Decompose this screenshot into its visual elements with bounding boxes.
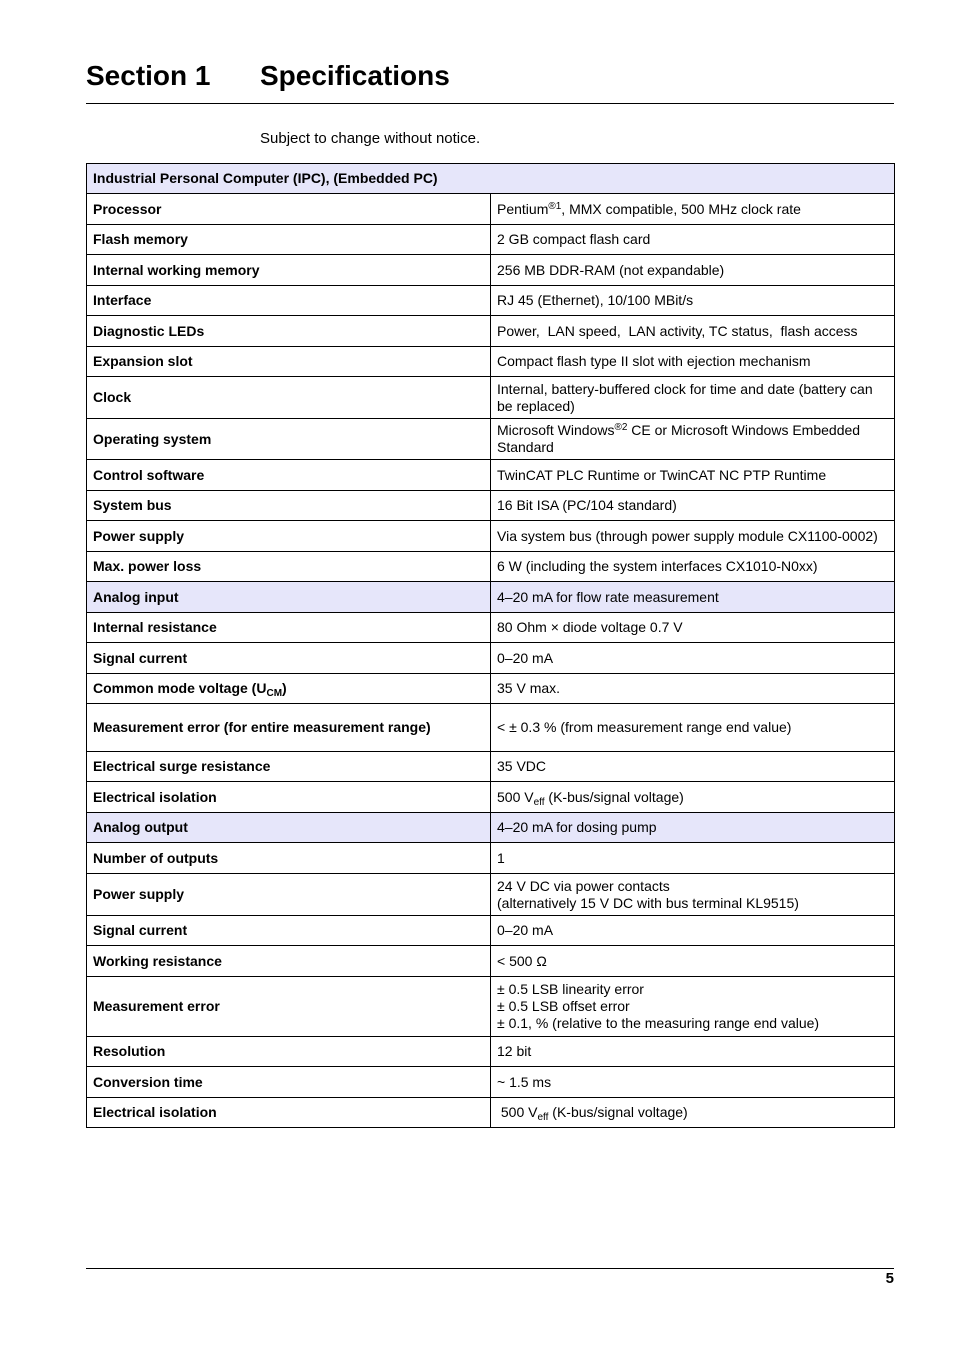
- spec-label-text: Signal current: [93, 649, 188, 666]
- spec-label-text: Analog input: [93, 588, 179, 605]
- spec-value: [491, 552, 895, 582]
- specifications-table: [86, 163, 895, 1128]
- spec-value-text: 16 Bit ISA (PC/104 standard): [497, 497, 677, 513]
- spec-value-line: [497, 323, 888, 340]
- table-row: [87, 613, 895, 643]
- spec-label: [87, 225, 491, 255]
- spec-label-text: Clock: [93, 389, 132, 405]
- spec-value-line: [497, 201, 888, 218]
- spec-value-text: 2 GB compact flash card: [497, 231, 651, 247]
- spec-label: [87, 946, 491, 977]
- spec-label-text: Internal resistance: [93, 619, 217, 635]
- spec-value: [491, 316, 895, 347]
- spec-label: [87, 582, 491, 613]
- table-row: [87, 1067, 895, 1098]
- spec-value: [491, 813, 895, 843]
- table-row: [87, 752, 895, 782]
- spec-label-text: Max. power loss: [93, 558, 202, 574]
- spec-label-text: Operating system: [93, 430, 212, 447]
- spec-value-suffix: CE or Microsoft Windows Embedded Standard: [497, 422, 864, 455]
- spec-value-line: [497, 497, 888, 514]
- spec-value-subscript: eff: [533, 796, 545, 808]
- table-row: [87, 782, 895, 813]
- spec-value-text: Via system bus (through power supply module CX1100-0002): [497, 527, 878, 544]
- spec-label: [87, 491, 491, 521]
- spec-label-text: Power supply: [93, 527, 185, 544]
- spec-label-text: Working resistance: [93, 952, 222, 969]
- spec-value: [491, 1037, 895, 1067]
- table-row: [87, 194, 895, 225]
- spec-value-text: 256 MB DDR-RAM (not expandable): [497, 261, 725, 278]
- spec-value: [491, 1067, 895, 1098]
- spec-value-text: 4–20 mA for dosing pump: [497, 819, 657, 835]
- spec-value-superscript: ®2: [614, 422, 628, 433]
- spec-value-line: [497, 1043, 888, 1060]
- spec-label-text: Measurement error (for entire measurement range): [93, 719, 431, 735]
- spec-label-text: Electrical isolation: [93, 788, 217, 805]
- table-row: [87, 552, 895, 582]
- spec-label-text: Resolution: [93, 1043, 166, 1059]
- spec-label-text: Control software: [93, 466, 205, 483]
- spec-label: [87, 1037, 491, 1067]
- spec-value: [491, 916, 895, 946]
- spec-value-line: [497, 558, 888, 575]
- table-row: [87, 521, 895, 552]
- spec-label-text: Power supply: [93, 886, 185, 902]
- spec-label: [87, 643, 491, 674]
- spec-value: [491, 347, 895, 377]
- spec-value-line: [497, 353, 888, 370]
- spec-label-text: Internal working memory: [93, 261, 260, 278]
- spec-label: [87, 813, 491, 843]
- spec-value-line: [497, 422, 888, 456]
- spec-value-text: 0–20 mA: [497, 649, 554, 666]
- spec-label-text: Number of outputs: [93, 849, 219, 866]
- spec-label: [87, 377, 491, 419]
- table-row: [87, 977, 895, 1037]
- table-caption-row: [87, 164, 895, 194]
- spec-value: [491, 491, 895, 521]
- spec-label: [87, 316, 491, 347]
- table-row: [87, 225, 895, 255]
- spec-label: [87, 843, 491, 874]
- spec-value-suffix: (K-bus/signal voltage): [548, 1104, 688, 1120]
- spec-value-text: 500 V: [497, 1104, 538, 1120]
- spec-value-text: TwinCAT PLC Runtime or TwinCAT NC PTP Runtime: [497, 466, 827, 483]
- table-row: [87, 674, 895, 704]
- spec-value: [491, 674, 895, 704]
- spec-value: [491, 782, 895, 813]
- spec-value: [491, 286, 895, 316]
- spec-label: [87, 347, 491, 377]
- spec-value: [491, 460, 895, 491]
- spec-value-line: [497, 922, 888, 939]
- spec-label-text: System bus: [93, 497, 172, 513]
- spec-value-text: 1: [497, 849, 505, 866]
- spec-value: [491, 752, 895, 782]
- spec-label: [87, 704, 491, 752]
- spec-label-subscript: CM: [266, 688, 283, 699]
- spec-value-line: [497, 819, 888, 836]
- spec-label: [87, 874, 491, 916]
- spec-value-line: [497, 1104, 888, 1121]
- spec-value-line: [497, 231, 888, 248]
- spec-value-text: 35 VDC: [497, 758, 547, 774]
- spec-value-line: [497, 589, 888, 606]
- spec-value-line: [497, 528, 888, 545]
- table-row: [87, 813, 895, 843]
- table-caption: Industrial Personal Computer (IPC), (Embedded PC): [87, 164, 895, 194]
- spec-value: [491, 613, 895, 643]
- spec-label: [87, 255, 491, 286]
- spec-value-line: [497, 467, 888, 484]
- spec-value-line: [497, 262, 888, 279]
- table-row: [87, 946, 895, 977]
- spec-value-line: [497, 719, 888, 736]
- spec-value: [491, 843, 895, 874]
- table-row: [87, 916, 895, 946]
- spec-value-text: Compact flash type II slot with ejection mechanism: [497, 353, 811, 369]
- spec-value: [491, 419, 895, 460]
- spec-value-subscript: eff: [537, 1112, 549, 1123]
- table-row: [87, 582, 895, 613]
- table-row: [87, 460, 895, 491]
- spec-value-text: 500 V: [497, 788, 534, 805]
- spec-value-text: Microsoft Windows: [497, 422, 615, 438]
- table-row: [87, 377, 895, 419]
- spec-label-text: Common mode voltage (U: [93, 680, 267, 696]
- spec-value-line: [497, 981, 888, 998]
- spec-label-text: Expansion slot: [93, 353, 193, 369]
- table-row: [87, 874, 895, 916]
- spec-value-text: 35 V max.: [497, 680, 561, 696]
- spec-label-text: Electrical isolation: [93, 1104, 217, 1120]
- page-number: 5: [885, 1270, 894, 1287]
- spec-value-text: 0–20 mA: [497, 922, 554, 938]
- spec-value: [491, 521, 895, 552]
- spec-label: [87, 1067, 491, 1098]
- spec-value-line: [497, 680, 888, 697]
- table-row: [87, 286, 895, 316]
- spec-label: [87, 752, 491, 782]
- spec-value: [491, 377, 895, 419]
- spec-value: [491, 977, 895, 1037]
- spec-value-text: 12 bit: [497, 1043, 532, 1059]
- spec-value: [491, 643, 895, 674]
- spec-label: [87, 521, 491, 552]
- table-row: [87, 419, 895, 460]
- spec-value-line: [497, 292, 888, 309]
- spec-label: [87, 782, 491, 813]
- spec-label: [87, 1098, 491, 1128]
- spec-value-line: [497, 850, 888, 867]
- spec-label-text: Measurement error: [93, 998, 220, 1014]
- spec-value-suffix: (K-bus/signal voltage): [544, 788, 684, 805]
- spec-value: [491, 704, 895, 752]
- spec-value-text: < ± 0.3 % (from measurement range end value): [497, 719, 792, 735]
- spec-value: [491, 225, 895, 255]
- spec-label: [87, 419, 491, 460]
- table-row: [87, 1037, 895, 1067]
- spec-label: [87, 674, 491, 704]
- spec-value-superscript: ®1: [548, 200, 562, 212]
- spec-value-text: Power, LAN speed, LAN activity, TC status, flash access: [497, 322, 858, 339]
- table-row: [87, 843, 895, 874]
- section-number: Section 1: [86, 60, 211, 91]
- spec-label: [87, 613, 491, 643]
- spec-value-line: [497, 650, 888, 667]
- table-row: [87, 491, 895, 521]
- spec-label-text: Conversion time: [93, 1073, 203, 1090]
- spec-value: [491, 255, 895, 286]
- spec-value: [491, 582, 895, 613]
- spec-value-line: ± 0.1, % (relative to the measuring range end value): [497, 1015, 820, 1031]
- spec-value-text: Internal, battery-buffered clock for time and date (battery can be replaced): [497, 380, 877, 414]
- spec-label: [87, 194, 491, 225]
- spec-label-suffix: ): [282, 680, 287, 696]
- spec-value-text: Pentium: [497, 200, 549, 217]
- spec-value-line: [497, 758, 888, 775]
- spec-value-text: 24 V DC via power contacts: [497, 877, 670, 894]
- spec-label: [87, 916, 491, 946]
- spec-value-text: RJ 45 (Ethernet), 10/100 MBit/s: [497, 292, 694, 308]
- spec-label-text: Diagnostic LEDs: [93, 322, 205, 339]
- spec-value: [491, 1098, 895, 1128]
- spec-value-text: ± 0.5 LSB linearity error: [497, 981, 644, 997]
- spec-label: [87, 977, 491, 1037]
- spec-value-line: [497, 619, 888, 636]
- spec-value-line: [497, 789, 888, 806]
- table-row: [87, 255, 895, 286]
- spec-value-suffix: , MMX compatible, 500 MHz clock rate: [561, 200, 801, 217]
- table-row: [87, 316, 895, 347]
- spec-label: [87, 460, 491, 491]
- footer-rule: [86, 1268, 894, 1269]
- spec-value-text: 6 W (including the system interfaces CX1010-N0xx): [497, 558, 818, 574]
- spec-label-text: Flash memory: [93, 231, 188, 247]
- spec-value-line: (alternatively 15 V DC with bus terminal KL9515): [497, 894, 799, 911]
- spec-value-line: [497, 381, 888, 415]
- spec-label-text: Electrical surge resistance: [93, 758, 271, 774]
- spec-value-line: ± 0.5 LSB offset error: [497, 998, 630, 1014]
- spec-label-text: Processor: [93, 200, 162, 217]
- spec-value-text: ~ 1.5 ms: [497, 1073, 552, 1090]
- spec-value: [491, 194, 895, 225]
- spec-value-line: [497, 878, 888, 895]
- change-notice: Subject to change without notice.: [260, 130, 481, 147]
- spec-label-text: Interface: [93, 292, 152, 308]
- spec-label: [87, 552, 491, 582]
- spec-value-line: [497, 1074, 888, 1091]
- section-header: [86, 60, 894, 104]
- spec-value-text: 4–20 mA for flow rate measurement: [497, 588, 719, 605]
- section-title: Specifications: [260, 60, 450, 91]
- table-row: [87, 704, 895, 752]
- spec-value-text: < 500 Ω: [497, 952, 547, 969]
- spec-label-text: Analog output: [93, 819, 188, 835]
- spec-value: [491, 946, 895, 977]
- spec-value-line: [497, 953, 888, 970]
- spec-value-text: 80 Ohm × diode voltage 0.7 V: [497, 619, 683, 635]
- table-row: [87, 643, 895, 674]
- spec-value: [491, 874, 895, 916]
- table-row: [87, 1098, 895, 1128]
- table-row: [87, 347, 895, 377]
- spec-label-text: Signal current: [93, 922, 188, 938]
- spec-label: [87, 286, 491, 316]
